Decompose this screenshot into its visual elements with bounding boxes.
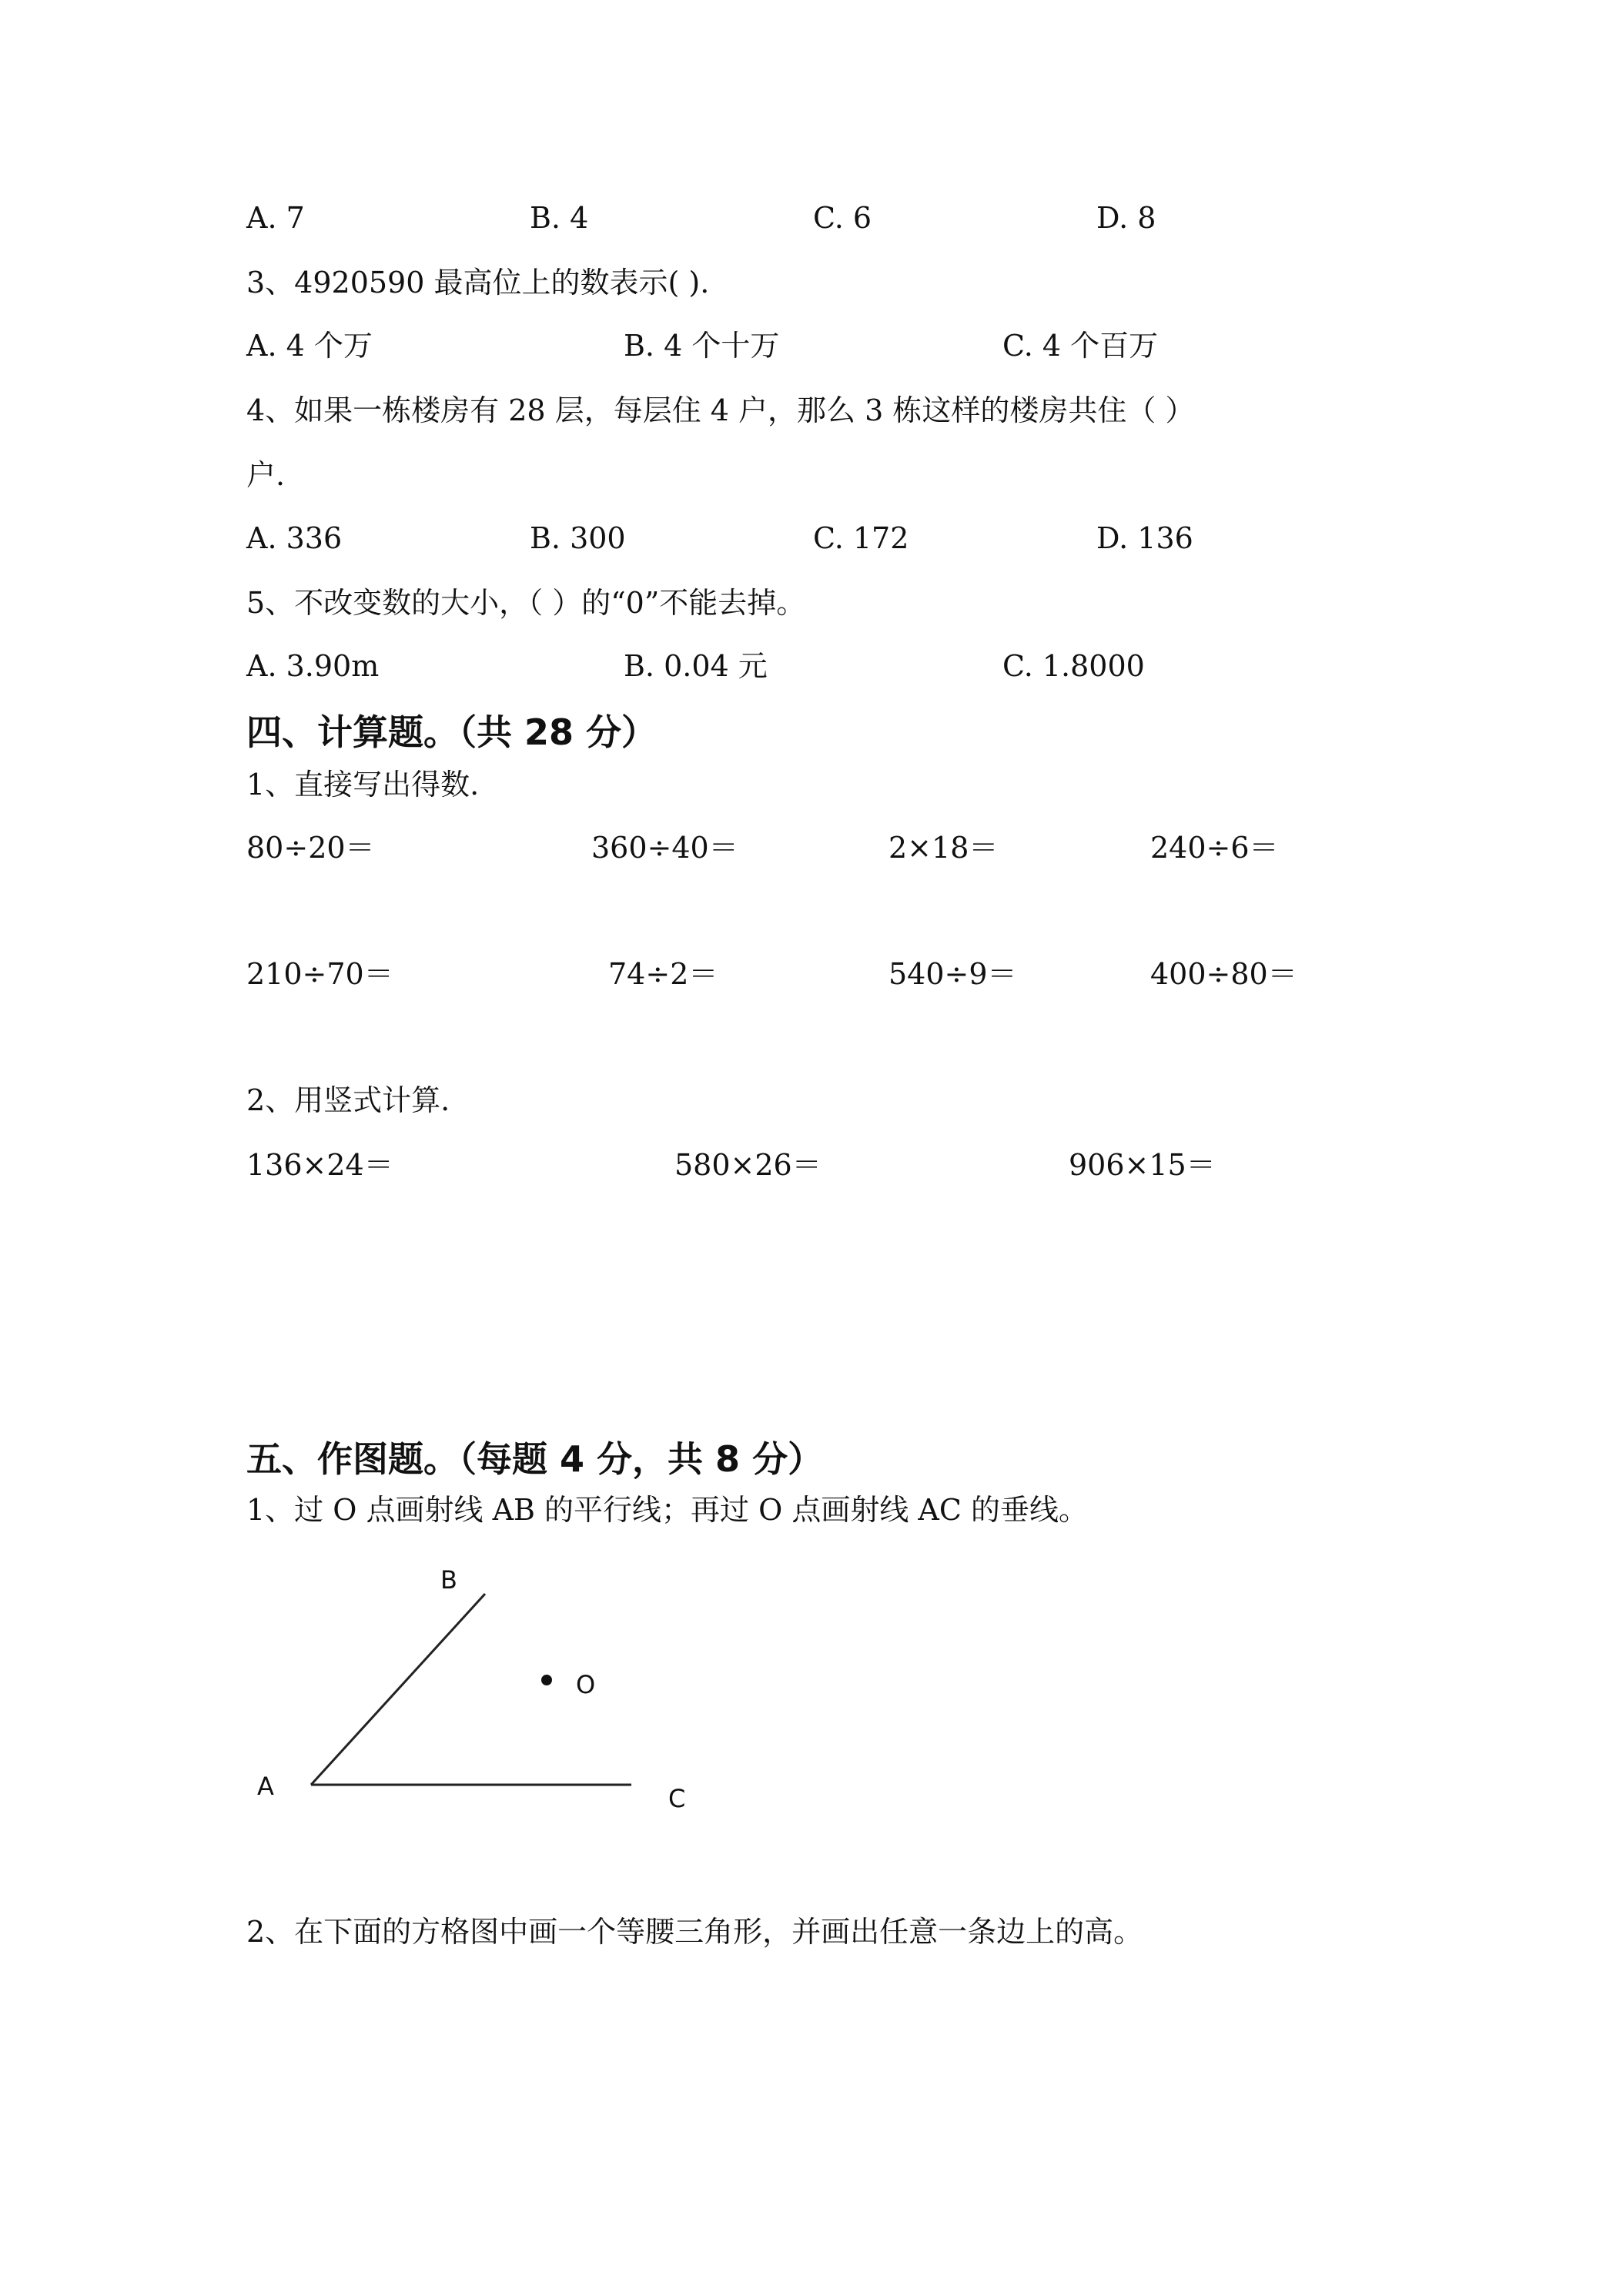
section5-title: 五、作图题。（每题 4 分，共 8 分） — [246, 1438, 824, 1480]
q2-option-c: C. 6 — [813, 201, 872, 235]
q2-option-d: D. 8 — [1096, 201, 1156, 235]
q4-option-c: C. 172 — [813, 521, 909, 555]
q3-stem: 3、4920590 最高位上的数表示( ). — [246, 266, 710, 300]
angle-figure-svg — [231, 1548, 724, 1840]
q3-option-c: C. 4 个百万 — [1002, 329, 1159, 363]
q5-option-a: A. 3.90m — [246, 649, 380, 683]
angle-figure — [231, 1548, 724, 1843]
q2-option-b: B. 4 — [530, 201, 589, 235]
vertical-calc-item: 906×15＝ — [1069, 1148, 1216, 1182]
section5-q2: 2、在下面的方格图中画一个等腰三角形，并画出任意一条边上的高。 — [246, 1915, 1143, 1949]
q4-option-b: B. 300 — [530, 521, 626, 555]
calc-item: 540÷9＝ — [888, 957, 1017, 991]
q4-stem-line1: 4、如果一栋楼房有 28 层，每层住 4 户，那么 3 栋这样的楼房共住（ ） — [246, 393, 1195, 427]
label-o: O — [576, 1670, 596, 1699]
point-o — [541, 1675, 552, 1685]
calc-item: 400÷80＝ — [1150, 957, 1297, 991]
q4-option-a: A. 336 — [246, 521, 343, 555]
calc-item: 240÷6＝ — [1150, 831, 1279, 865]
section4-title: 四、计算题。（共 28 分） — [246, 711, 658, 753]
q5-option-c: C. 1.8000 — [1002, 649, 1145, 683]
q5-option-b: B. 0.04 元 — [624, 649, 768, 683]
section5-q1: 1、过 O 点画射线 AB 的平行线；再过 O 点画射线 AC 的垂线。 — [246, 1493, 1089, 1527]
vertical-calc-item: 580×26＝ — [674, 1148, 822, 1182]
label-b: B — [440, 1565, 457, 1595]
calc-item: 2×18＝ — [888, 831, 999, 865]
vertical-calc-item: 136×24＝ — [246, 1148, 393, 1182]
q2-option-a: A. 7 — [246, 201, 305, 235]
q3-option-b: B. 4 个十万 — [624, 329, 780, 363]
calc-item: 210÷70＝ — [246, 957, 393, 991]
calc-item: 360÷40＝ — [591, 831, 738, 865]
section4-sub2: 2、用竖式计算. — [246, 1083, 450, 1117]
q4-stem-line2: 户. — [246, 458, 286, 492]
section4-sub1: 1、直接写出得数. — [246, 768, 480, 802]
ray-ab — [311, 1594, 485, 1785]
label-a: A — [257, 1772, 274, 1801]
q3-option-a: A. 4 个万 — [246, 329, 373, 363]
calc-item: 74÷2＝ — [608, 957, 718, 991]
q4-option-d: D. 136 — [1096, 521, 1193, 555]
label-c: C — [668, 1784, 686, 1813]
calc-item: 80÷20＝ — [246, 831, 375, 865]
q5-stem: 5、不改变数的大小，（ ）的“0”不能去掉。 — [246, 586, 806, 620]
